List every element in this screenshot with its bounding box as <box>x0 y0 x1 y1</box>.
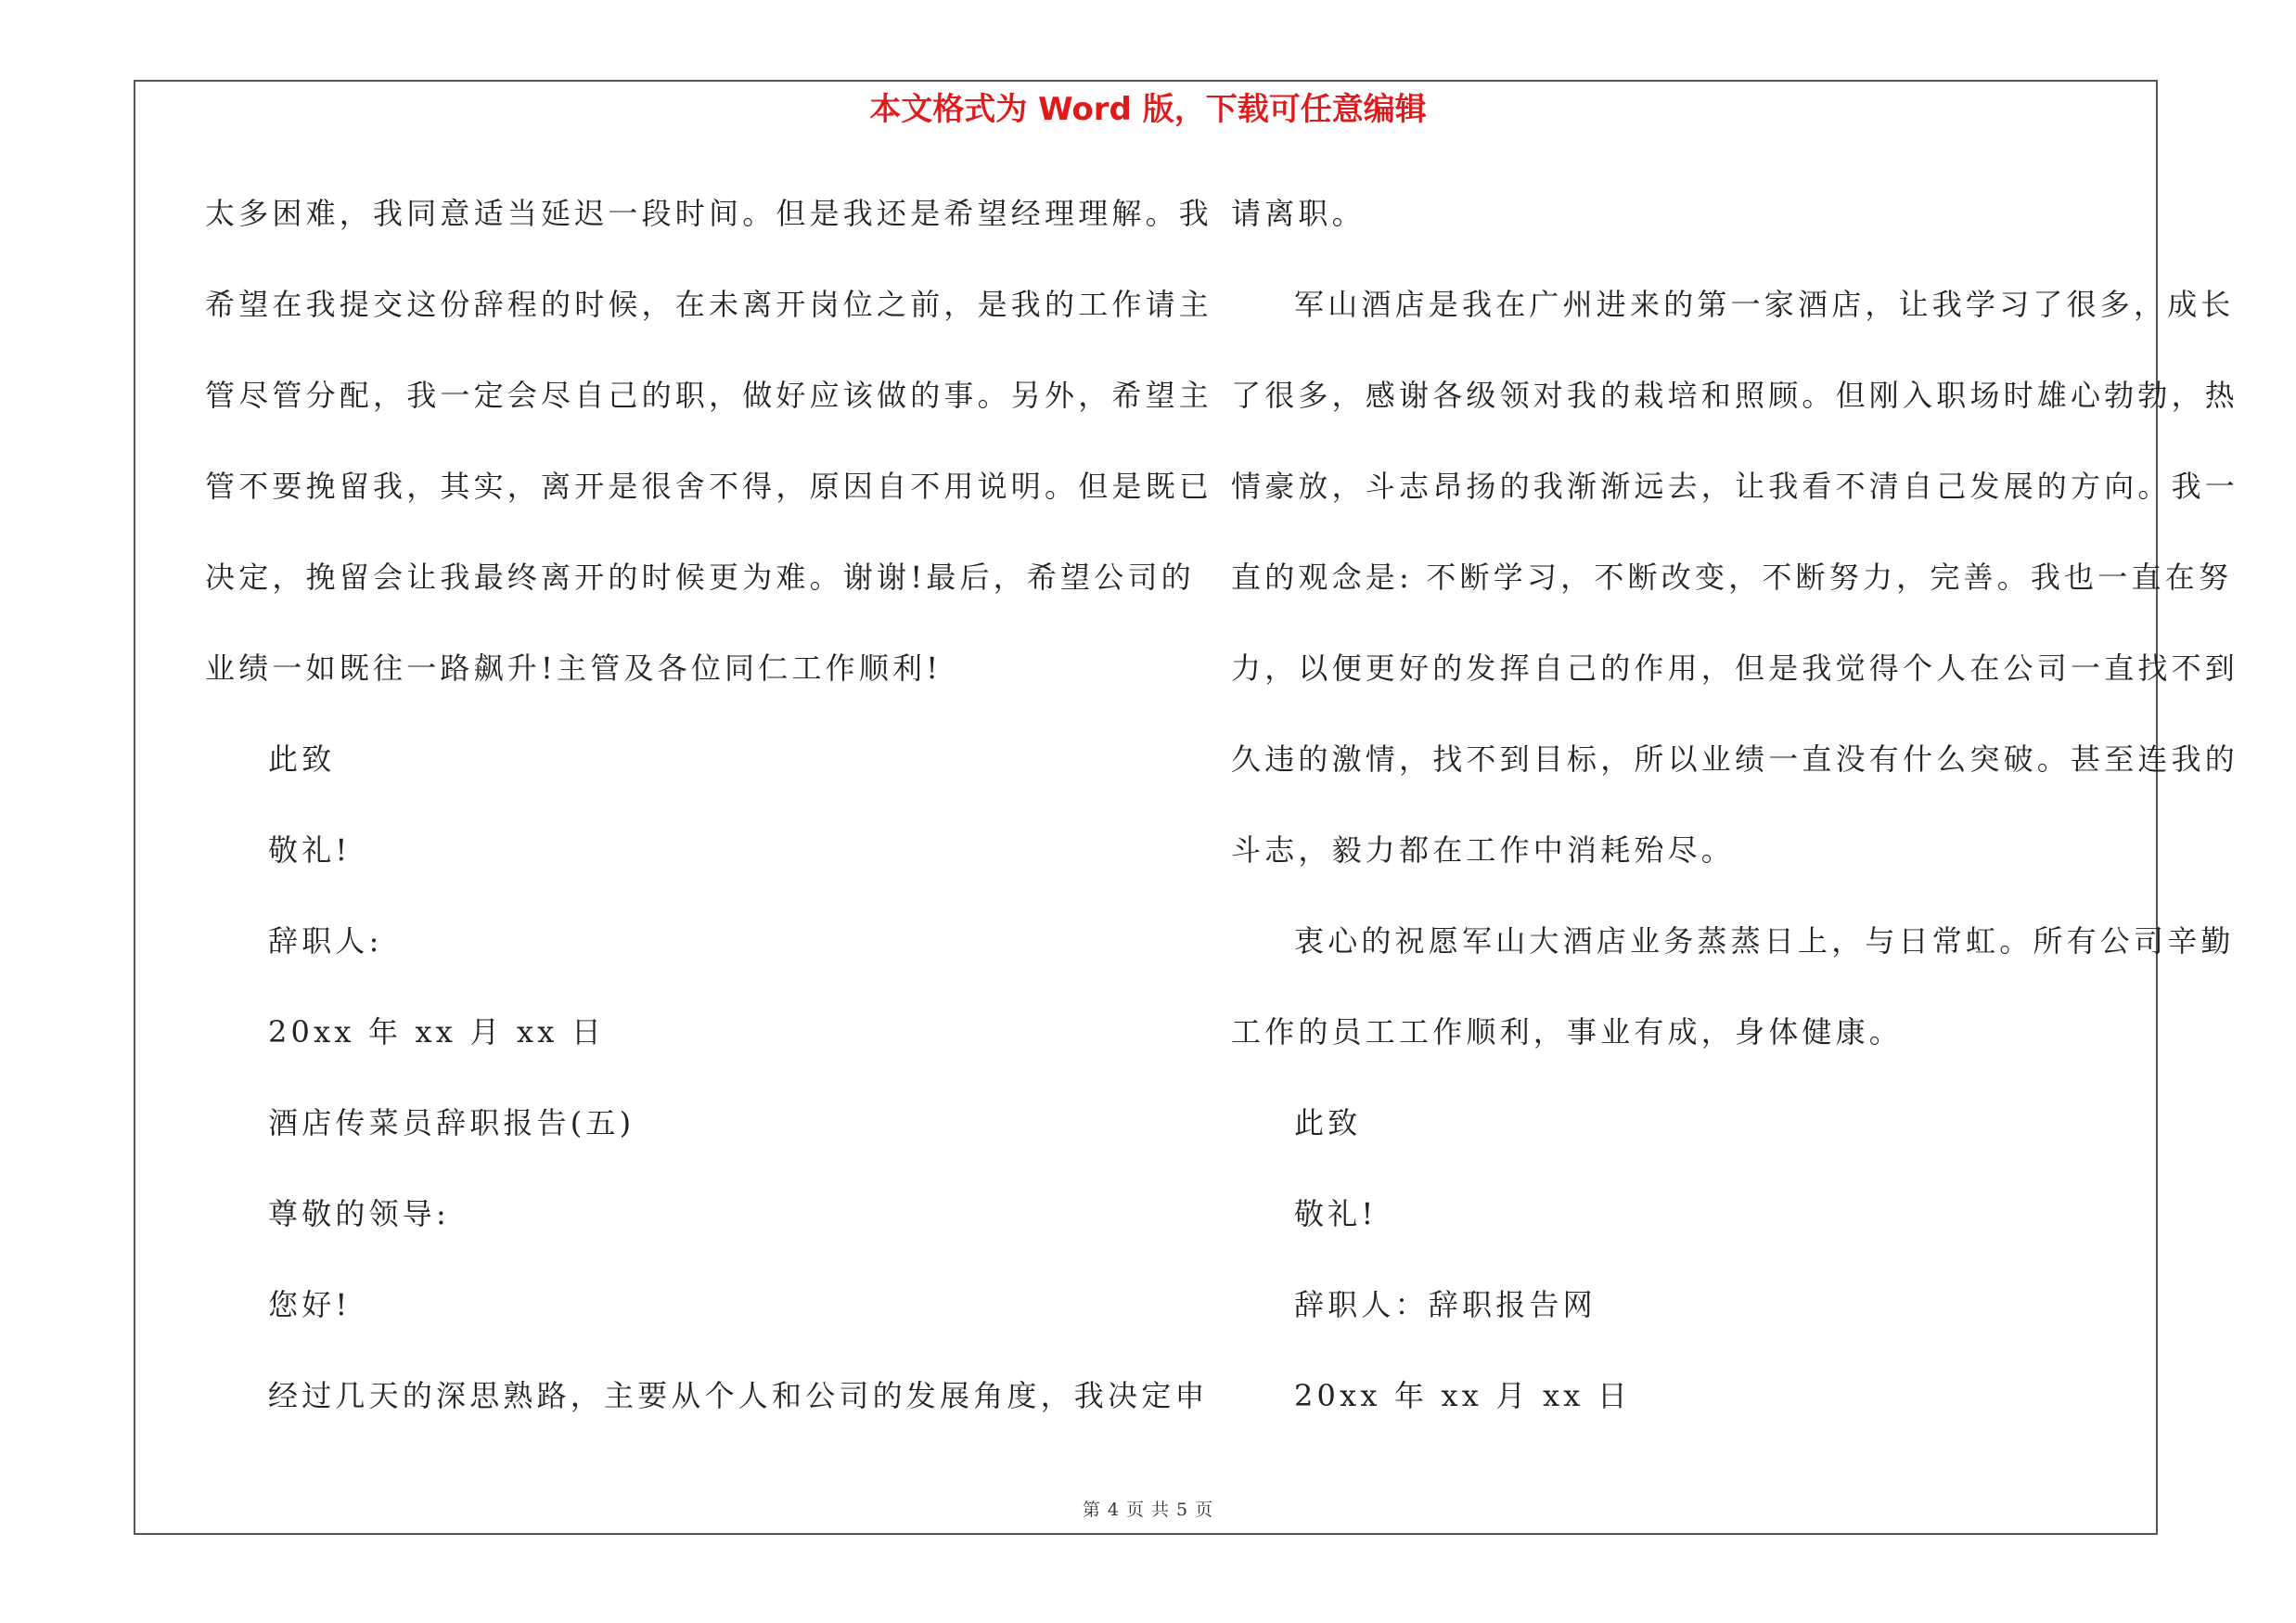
left-column <box>205 186 1213 1459</box>
text-line: 了很多，感谢各级领对我的栽培和照顾。但刚入职场时雄心勃勃，热 <box>1231 378 2239 413</box>
text-line: 决定，挽留会让我最终离开的时候更为难。谢谢!最后，希望公司的 <box>205 560 1195 595</box>
text-line: 管尽管分配，我一定会尽自己的职，做好应该做的事。另外，希望主 <box>205 378 1213 413</box>
text-line: 久违的激情，找不到目标，所以业绩一直没有什么突破。甚至连我的 <box>1231 741 2239 777</box>
text-line: 辞职人: <box>268 923 383 959</box>
text-line: 军山酒店是我在广州进来的第一家酒店，让我学习了很多，成长 <box>1294 287 2235 322</box>
right-column <box>1231 186 2239 1459</box>
text-line: 20xx 年 xx 月 xx 日 <box>1294 1378 1632 1413</box>
word-format-banner: 本文格式为 Word 版，下载可任意编辑 <box>869 91 1427 128</box>
text-line: 管不要挽留我，其实，离开是很舍不得，原因自不用说明。但是既已 <box>205 469 1213 504</box>
text-line: 此致 <box>268 741 336 777</box>
text-line: 敬礼! <box>1294 1196 1378 1231</box>
text-line: 辞职人：辞职报告网 <box>1294 1287 1597 1322</box>
text-line: 希望在我提交这份辞程的时候，在未离开岗位之前，是我的工作请主 <box>205 287 1213 322</box>
text-line: 工作的员工工作顺利，事业有成，身体健康。 <box>1231 1014 1904 1050</box>
text-line: 您好! <box>268 1287 352 1322</box>
text-line: 请离职。 <box>1231 196 1366 231</box>
text-line: 此致 <box>1294 1105 1362 1140</box>
text-line: 情豪放，斗志昂扬的我渐渐远去，让我看不清自己发展的方向。我一 <box>1231 469 2239 504</box>
text-line: 经过几天的深思熟路，主要从个人和公司的发展角度，我决定申 <box>268 1378 1209 1413</box>
text-line: 敬礼! <box>268 832 352 868</box>
text-line: 尊敬的领导: <box>268 1196 450 1231</box>
text-line: 衷心的祝愿军山大酒店业务蒸蒸日上，与日常虹。所有公司辛勤 <box>1294 923 2235 959</box>
text-line: 直的观念是: 不断学习，不断改变，不断努力，完善。我也一直在努 <box>1231 560 2233 595</box>
text-line: 斗志，毅力都在工作中消耗殆尽。 <box>1231 832 1736 868</box>
text-line: 酒店传菜员辞职报告(五) <box>268 1105 635 1140</box>
page-number-footer: 第 4 页 共 5 页 <box>1082 1500 1214 1520</box>
text-line: 20xx 年 xx 月 xx 日 <box>268 1014 606 1050</box>
text-line: 力，以便更好的发挥自己的作用，但是我觉得个人在公司一直找不到 <box>1231 650 2239 686</box>
text-line: 业绩一如既往一路飙升!主管及各位同仁工作顺利! <box>205 650 943 686</box>
text-line: 太多困难，我同意适当延迟一段时间。但是我还是希望经理理解。我 <box>205 196 1213 231</box>
